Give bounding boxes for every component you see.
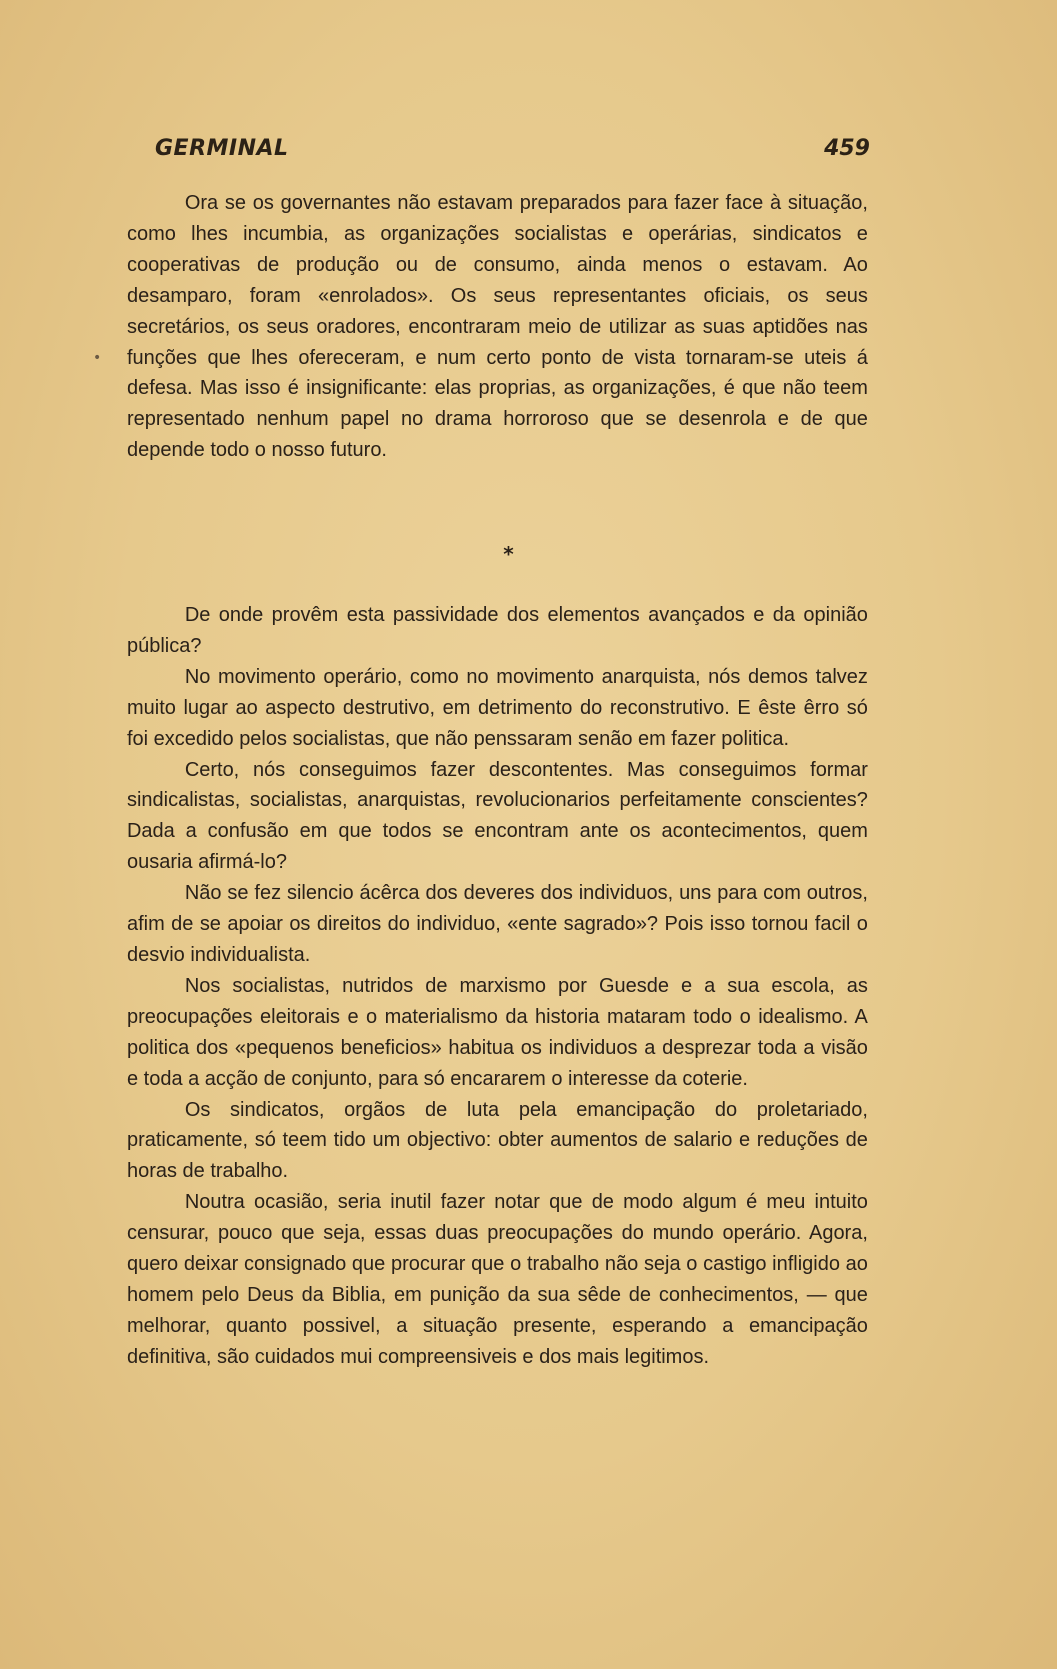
running-head: GERMINAL	[155, 136, 289, 161]
paragraph: Não se fez silencio ácêrca dos deveres dos individuos, uns para com outros, afim de se apoiar os direitos do individuo, «ente sagrado»? Pois isso tornou facil o desvio individualista.	[127, 882, 868, 966]
margin-bullet-mark: •	[93, 350, 102, 366]
paragraph: Os sindicatos, orgãos de luta pela emancipação do proletariado, praticamente, só teem tido um objectivo: obter aumentos de salario e reduções de horas de trabalho.	[127, 1098, 868, 1183]
paragraph: Nos socialistas, nutridos de marxismo por Guesde e a sua escola, as preocupações eleitorais e o materialismo da historia mataram todo o idealismo. A politica dos «pequenos beneficios» habitua os individuos a desprezar toda a visão e toda a acção de conjunto, para só encararem o interesse da coterie.	[127, 974, 868, 1090]
paragraph: Noutra ocasião, seria inutil fazer notar que de modo algum é meu intuito censurar, pouco que seja, essas duas preocupações do mundo operário. Agora, quero deixar consignado que procurar que o trabalho não seja o castigo infligido ao homem pelo Deus da Biblia, em punição da sua sêde de conhecimentos, — que melhorar, quanto possivel, a situação presente, esperando a emancipação definitiva, são cuidados mui compreensiveis e dos mais legitimos.	[127, 1191, 868, 1368]
paragraph: Certo, nós conseguimos fazer descontentes. Mas conseguimos formar sindicalistas, socialistas, anarquistas, revolucionarios perfeitamente conscientes? Dada a confusão em que todos se encontram ante os acontecimentos, quem ousaria afirmá-lo?	[127, 758, 868, 874]
page-header	[155, 136, 870, 176]
asterisk-ornament: *	[503, 542, 514, 566]
paragraph: No movimento operário, como no movimento anarquista, nós demos talvez muito lugar ao aspecto destrutivo, em detrimento do reconstrutivo. E êste êrro só foi excedido pelos socialistas, que não penssaram senão em fazer politica.	[127, 665, 868, 750]
text-section-1	[127, 188, 868, 466]
text-section-2	[127, 600, 868, 1373]
page-number: 459	[824, 136, 870, 161]
section-separator	[0, 542, 1057, 566]
paragraph: Ora se os governantes não estavam preparados para fazer face à situação, como lhes incumbia, as organizações socialistas e operárias, sindicatos e cooperativas de produção ou de consumo, ainda menos o estavam. Ao desamparo, foram «enrolados». Os seus representantes oficiais, os seus secretários, os seus oradores, encontraram meio de utilizar as suas aptidões nas funções que lhes ofereceram, e num certo ponto de vista tornaram-se uteis á defesa. Mas isso é insignificante: elas proprias, as organizações, é que não teem representado nenhum papel no drama horroroso que se desenrola e de que depende todo o nosso futuro.	[127, 192, 868, 462]
paragraph: De onde provêm esta passividade dos elementos avançados e da opinião pública?	[127, 604, 868, 657]
